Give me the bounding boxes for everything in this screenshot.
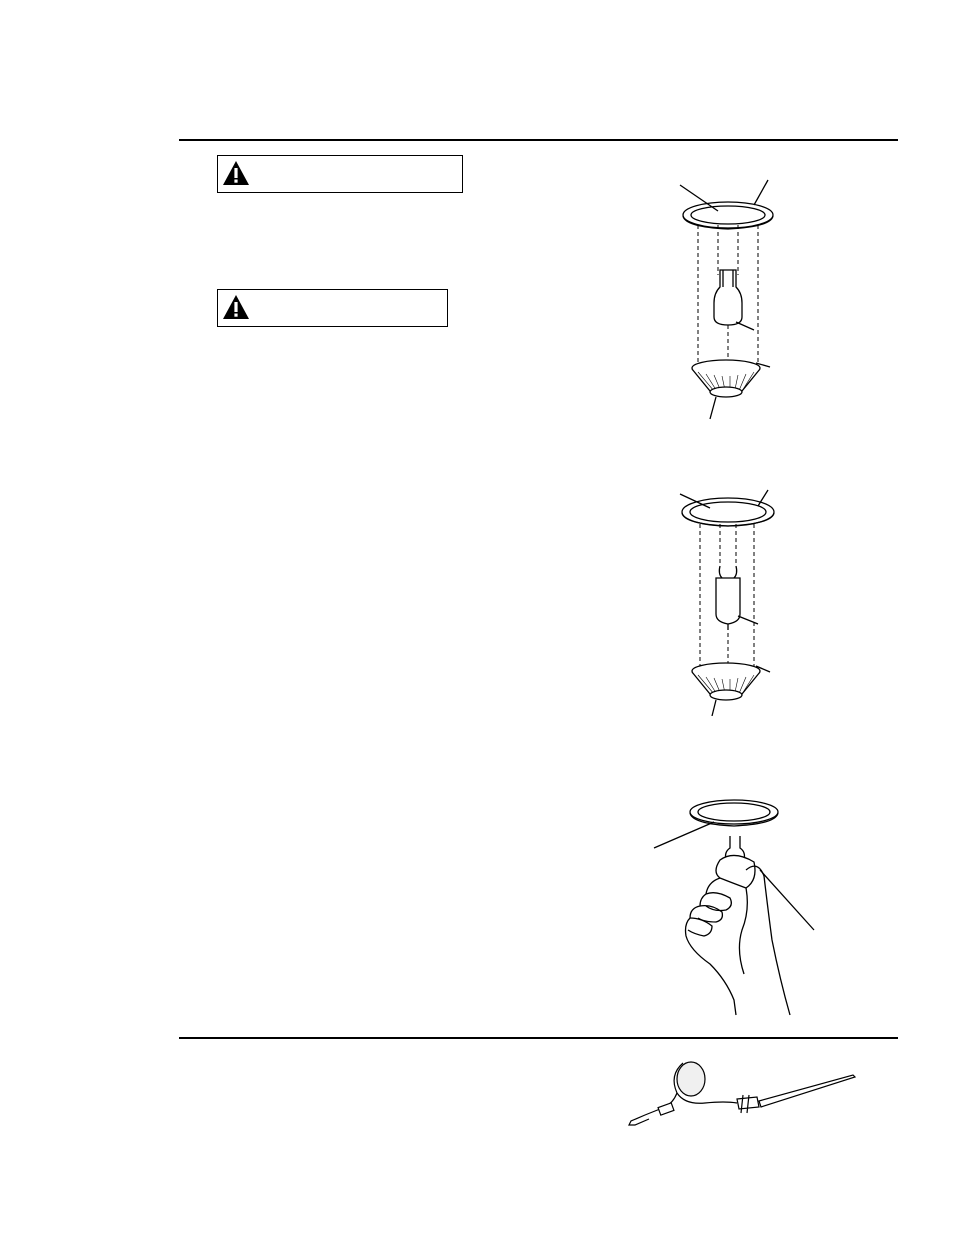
warning-triangle-icon xyxy=(222,293,250,321)
halogen-lamp-assembly-figure xyxy=(670,486,790,716)
temperature-probe-figure xyxy=(625,1055,860,1130)
bottom-rule xyxy=(179,1037,898,1039)
top-rule xyxy=(179,139,898,141)
warning-triangle-icon xyxy=(222,159,250,187)
bulb-replacement-figure xyxy=(650,790,820,1020)
lamp-assembly-figure xyxy=(670,175,790,420)
halogen-lamp-assembly-exploded-icon xyxy=(670,486,790,716)
warning-box xyxy=(217,155,463,193)
warning-box xyxy=(217,289,448,327)
temperature-probe-icon xyxy=(625,1055,860,1130)
hand-replacing-bulb-icon xyxy=(650,790,820,1020)
lamp-assembly-exploded-icon xyxy=(670,175,790,420)
